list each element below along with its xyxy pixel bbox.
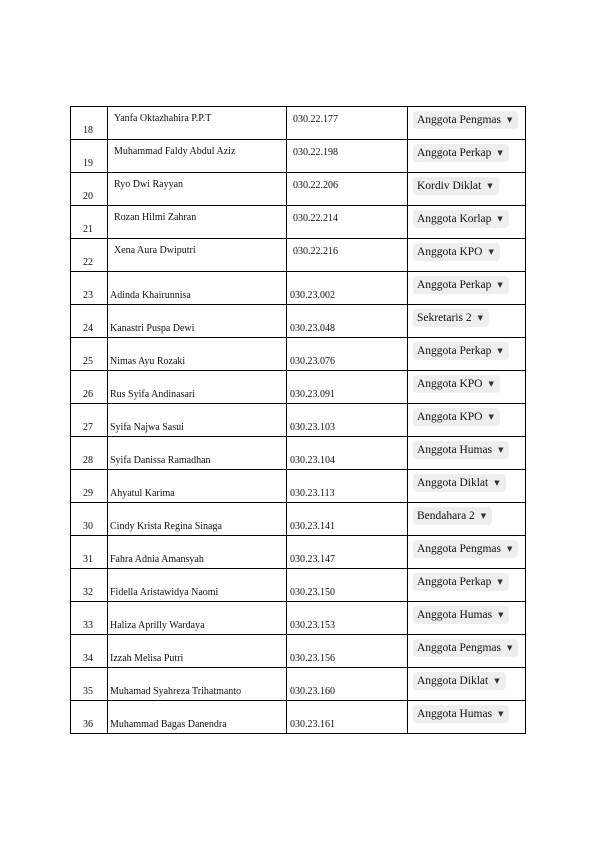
member-name: Adinda Khairunnisa (110, 290, 191, 301)
role-dropdown[interactable] (413, 672, 506, 690)
role-label: Anggota Diklat (417, 675, 489, 687)
role-dropdown[interactable] (413, 540, 518, 558)
role-label: Anggota Humas (417, 444, 493, 456)
dropdown-caret-icon: ▼ (487, 182, 493, 190)
nim-cell (287, 140, 408, 172)
role-dropdown[interactable] (413, 474, 506, 492)
table-row (71, 107, 526, 140)
role-dropdown[interactable] (413, 342, 509, 360)
row-number: 34 (83, 653, 93, 664)
dropdown-caret-icon: ▼ (497, 215, 503, 223)
row-number: 23 (83, 290, 93, 301)
role-cell (408, 140, 526, 172)
number-cell (71, 305, 108, 337)
role-label: Anggota Pengmas (417, 114, 502, 126)
table-row (71, 239, 526, 272)
role-dropdown[interactable] (413, 606, 509, 624)
role-cell (408, 503, 526, 535)
role-label: Anggota Perkap (417, 345, 492, 357)
member-table (70, 106, 526, 734)
name-cell (108, 173, 287, 205)
role-label: Anggota KPO (417, 411, 483, 423)
role-dropdown[interactable] (413, 507, 492, 525)
member-nim: 030.23.150 (290, 587, 335, 598)
number-cell (71, 338, 108, 370)
role-cell (408, 338, 526, 370)
member-name: Yanfa Oktazhahira P.P.T (114, 113, 212, 124)
member-nim: 030.23.147 (290, 554, 335, 565)
member-name: Xena Aura Dwiputri (114, 245, 196, 256)
role-dropdown[interactable] (413, 243, 500, 261)
member-nim: 030.23.104 (290, 455, 335, 466)
member-nim: 030.23.156 (290, 653, 335, 664)
member-nim: 030.22.214 (293, 213, 338, 224)
member-nim: 030.23.076 (290, 356, 335, 367)
role-cell (408, 173, 526, 205)
member-nim: 030.23.141 (290, 521, 335, 532)
role-cell (408, 635, 526, 667)
role-dropdown[interactable] (413, 309, 489, 327)
number-cell (71, 107, 108, 139)
row-number: 31 (83, 554, 93, 565)
table-row (71, 635, 526, 668)
table-row (71, 503, 526, 536)
member-name: Cindy Krista Regina Sinaga (110, 521, 222, 532)
dropdown-caret-icon: ▼ (497, 578, 503, 586)
number-cell (71, 437, 108, 469)
row-number: 30 (83, 521, 93, 532)
name-cell (108, 107, 287, 139)
dropdown-caret-icon: ▼ (497, 281, 503, 289)
name-cell (108, 602, 287, 634)
number-cell (71, 569, 108, 601)
role-label: Anggota KPO (417, 246, 483, 258)
name-cell (108, 206, 287, 238)
member-nim: 030.23.161 (290, 719, 335, 730)
number-cell (71, 371, 108, 403)
role-dropdown[interactable] (413, 408, 500, 426)
role-dropdown[interactable] (413, 573, 509, 591)
table-row (71, 140, 526, 173)
name-cell (108, 569, 287, 601)
row-number: 33 (83, 620, 93, 631)
role-label: Anggota Pengmas (417, 543, 502, 555)
nim-cell (287, 536, 408, 568)
role-cell (408, 272, 526, 304)
member-nim: 030.23.091 (290, 389, 335, 400)
number-cell (71, 503, 108, 535)
name-cell (108, 437, 287, 469)
table-row (71, 272, 526, 305)
row-number: 29 (83, 488, 93, 499)
dropdown-caret-icon: ▼ (498, 611, 504, 619)
row-number: 20 (83, 191, 93, 202)
name-cell (108, 272, 287, 304)
row-number: 22 (83, 257, 93, 268)
role-dropdown[interactable] (413, 705, 509, 723)
table-row (71, 602, 526, 635)
role-cell (408, 668, 526, 700)
member-name: Kanastri Puspa Dewi (110, 323, 195, 334)
role-label: Anggota Perkap (417, 147, 492, 159)
name-cell (108, 140, 287, 172)
member-name: Syifa Danissa Ramadhan (110, 455, 211, 466)
role-cell (408, 470, 526, 502)
dropdown-caret-icon: ▼ (507, 644, 513, 652)
table-row (71, 437, 526, 470)
role-dropdown[interactable] (413, 111, 518, 129)
nim-cell (287, 206, 408, 238)
nim-cell (287, 173, 408, 205)
row-number: 25 (83, 356, 93, 367)
role-dropdown[interactable] (413, 276, 509, 294)
role-cell (408, 602, 526, 634)
number-cell (71, 140, 108, 172)
role-cell (408, 404, 526, 436)
name-cell (108, 338, 287, 370)
nim-cell (287, 503, 408, 535)
member-name: Fidella Aristawidya Naomi (110, 587, 219, 598)
role-dropdown[interactable] (413, 177, 499, 195)
role-cell (408, 536, 526, 568)
table-row (71, 206, 526, 239)
number-cell (71, 668, 108, 700)
role-cell (408, 437, 526, 469)
member-name: Ryo Dwi Rayyan (114, 179, 184, 190)
row-number: 27 (83, 422, 93, 433)
member-name: Nimas Ayu Rozaki (110, 356, 186, 367)
dropdown-caret-icon: ▼ (477, 314, 483, 322)
role-label: Bendahara 2 (417, 510, 475, 522)
table-row (71, 701, 526, 734)
role-dropdown[interactable] (413, 210, 509, 228)
table-row (71, 173, 526, 206)
number-cell (71, 470, 108, 502)
dropdown-caret-icon: ▼ (507, 116, 513, 124)
row-number: 21 (83, 224, 93, 235)
member-nim: 030.23.113 (290, 488, 335, 499)
name-cell (108, 239, 287, 271)
member-name: Ahyatul Karima (110, 488, 175, 499)
dropdown-caret-icon: ▼ (507, 545, 513, 553)
member-name: Syifa Najwa Sasui (110, 422, 184, 433)
role-dropdown[interactable] (413, 441, 509, 459)
role-cell (408, 206, 526, 238)
name-cell (108, 536, 287, 568)
table-row (71, 305, 526, 338)
role-cell (408, 305, 526, 337)
number-cell (71, 173, 108, 205)
nim-cell (287, 272, 408, 304)
number-cell (71, 404, 108, 436)
number-cell (71, 536, 108, 568)
number-cell (71, 602, 108, 634)
role-label: Anggota Humas (417, 708, 493, 720)
member-nim: 030.22.198 (293, 147, 338, 158)
nim-cell (287, 635, 408, 667)
table-row (71, 536, 526, 569)
role-label: Anggota Perkap (417, 279, 492, 291)
role-label: Anggota Korlap (417, 213, 492, 225)
role-label: Kordiv Diklat (417, 180, 482, 192)
row-number: 36 (83, 719, 93, 730)
row-number: 32 (83, 587, 93, 598)
nim-cell (287, 371, 408, 403)
member-name: Izzah Melisa Putri (110, 653, 184, 664)
row-number: 19 (83, 158, 93, 169)
role-cell (408, 107, 526, 139)
nim-cell (287, 107, 408, 139)
number-cell (71, 701, 108, 733)
member-nim: 030.22.177 (293, 114, 338, 125)
nim-cell (287, 470, 408, 502)
nim-cell (287, 602, 408, 634)
dropdown-caret-icon: ▼ (488, 380, 494, 388)
number-cell (71, 635, 108, 667)
nim-cell (287, 239, 408, 271)
number-cell (71, 206, 108, 238)
table-row (71, 470, 526, 503)
role-label: Sekretaris 2 (417, 312, 472, 324)
role-label: Anggota KPO (417, 378, 483, 390)
role-label: Anggota Pengmas (417, 642, 502, 654)
nim-cell (287, 701, 408, 733)
table-row (71, 668, 526, 701)
member-name: Muhamad Syahreza Trihatmanto (110, 686, 242, 697)
dropdown-caret-icon: ▼ (497, 347, 503, 355)
dropdown-caret-icon: ▼ (494, 677, 500, 685)
member-name: Haliza Aprilly Wardaya (110, 620, 205, 631)
name-cell (108, 371, 287, 403)
number-cell (71, 239, 108, 271)
table-row (71, 569, 526, 602)
row-number: 18 (83, 125, 93, 136)
member-name: Rus Syifa Andinasari (110, 389, 195, 400)
role-dropdown[interactable] (413, 144, 509, 162)
dropdown-caret-icon: ▼ (494, 479, 500, 487)
nim-cell (287, 338, 408, 370)
row-number: 24 (83, 323, 93, 334)
number-cell (71, 272, 108, 304)
dropdown-caret-icon: ▼ (498, 446, 504, 454)
dropdown-caret-icon: ▼ (497, 149, 503, 157)
table-row (71, 338, 526, 371)
member-nim: 030.23.160 (290, 686, 335, 697)
dropdown-caret-icon: ▼ (498, 710, 504, 718)
role-dropdown[interactable] (413, 639, 518, 657)
nim-cell (287, 437, 408, 469)
member-nim: 030.23.103 (290, 422, 335, 433)
dropdown-caret-icon: ▼ (480, 512, 487, 520)
role-dropdown[interactable] (413, 375, 500, 393)
member-nim: 030.23.153 (290, 620, 335, 631)
nim-cell (287, 404, 408, 436)
nim-cell (287, 668, 408, 700)
dropdown-caret-icon: ▼ (488, 248, 494, 256)
nim-cell (287, 305, 408, 337)
row-number: 26 (83, 389, 93, 400)
name-cell (108, 701, 287, 733)
name-cell (108, 470, 287, 502)
member-name: Fahra Adnia Amansyah (110, 554, 204, 565)
role-cell (408, 371, 526, 403)
table-row (71, 371, 526, 404)
name-cell (108, 404, 287, 436)
role-label: Anggota Perkap (417, 576, 492, 588)
member-nim: 030.22.216 (293, 246, 338, 257)
nim-cell (287, 569, 408, 601)
dropdown-caret-icon: ▼ (488, 413, 494, 421)
member-nim: 030.22.206 (293, 180, 338, 191)
name-cell (108, 668, 287, 700)
member-name: Muhammad Faldy Abdul Aziz (114, 146, 236, 157)
member-nim: 030.23.002 (290, 290, 335, 301)
role-label: Anggota Diklat (417, 477, 489, 489)
name-cell (108, 503, 287, 535)
member-nim: 030.23.048 (290, 323, 335, 334)
name-cell (108, 305, 287, 337)
row-number: 35 (83, 686, 93, 697)
role-label: Anggota Humas (417, 609, 493, 621)
role-cell (408, 701, 526, 733)
name-cell (108, 635, 287, 667)
member-name: Rozan Hilmi Zahran (114, 212, 197, 223)
table-row (71, 404, 526, 437)
role-cell (408, 239, 526, 271)
member-name: Muhammad Bagas Danendra (110, 719, 227, 730)
row-number: 28 (83, 455, 93, 466)
role-cell (408, 569, 526, 601)
